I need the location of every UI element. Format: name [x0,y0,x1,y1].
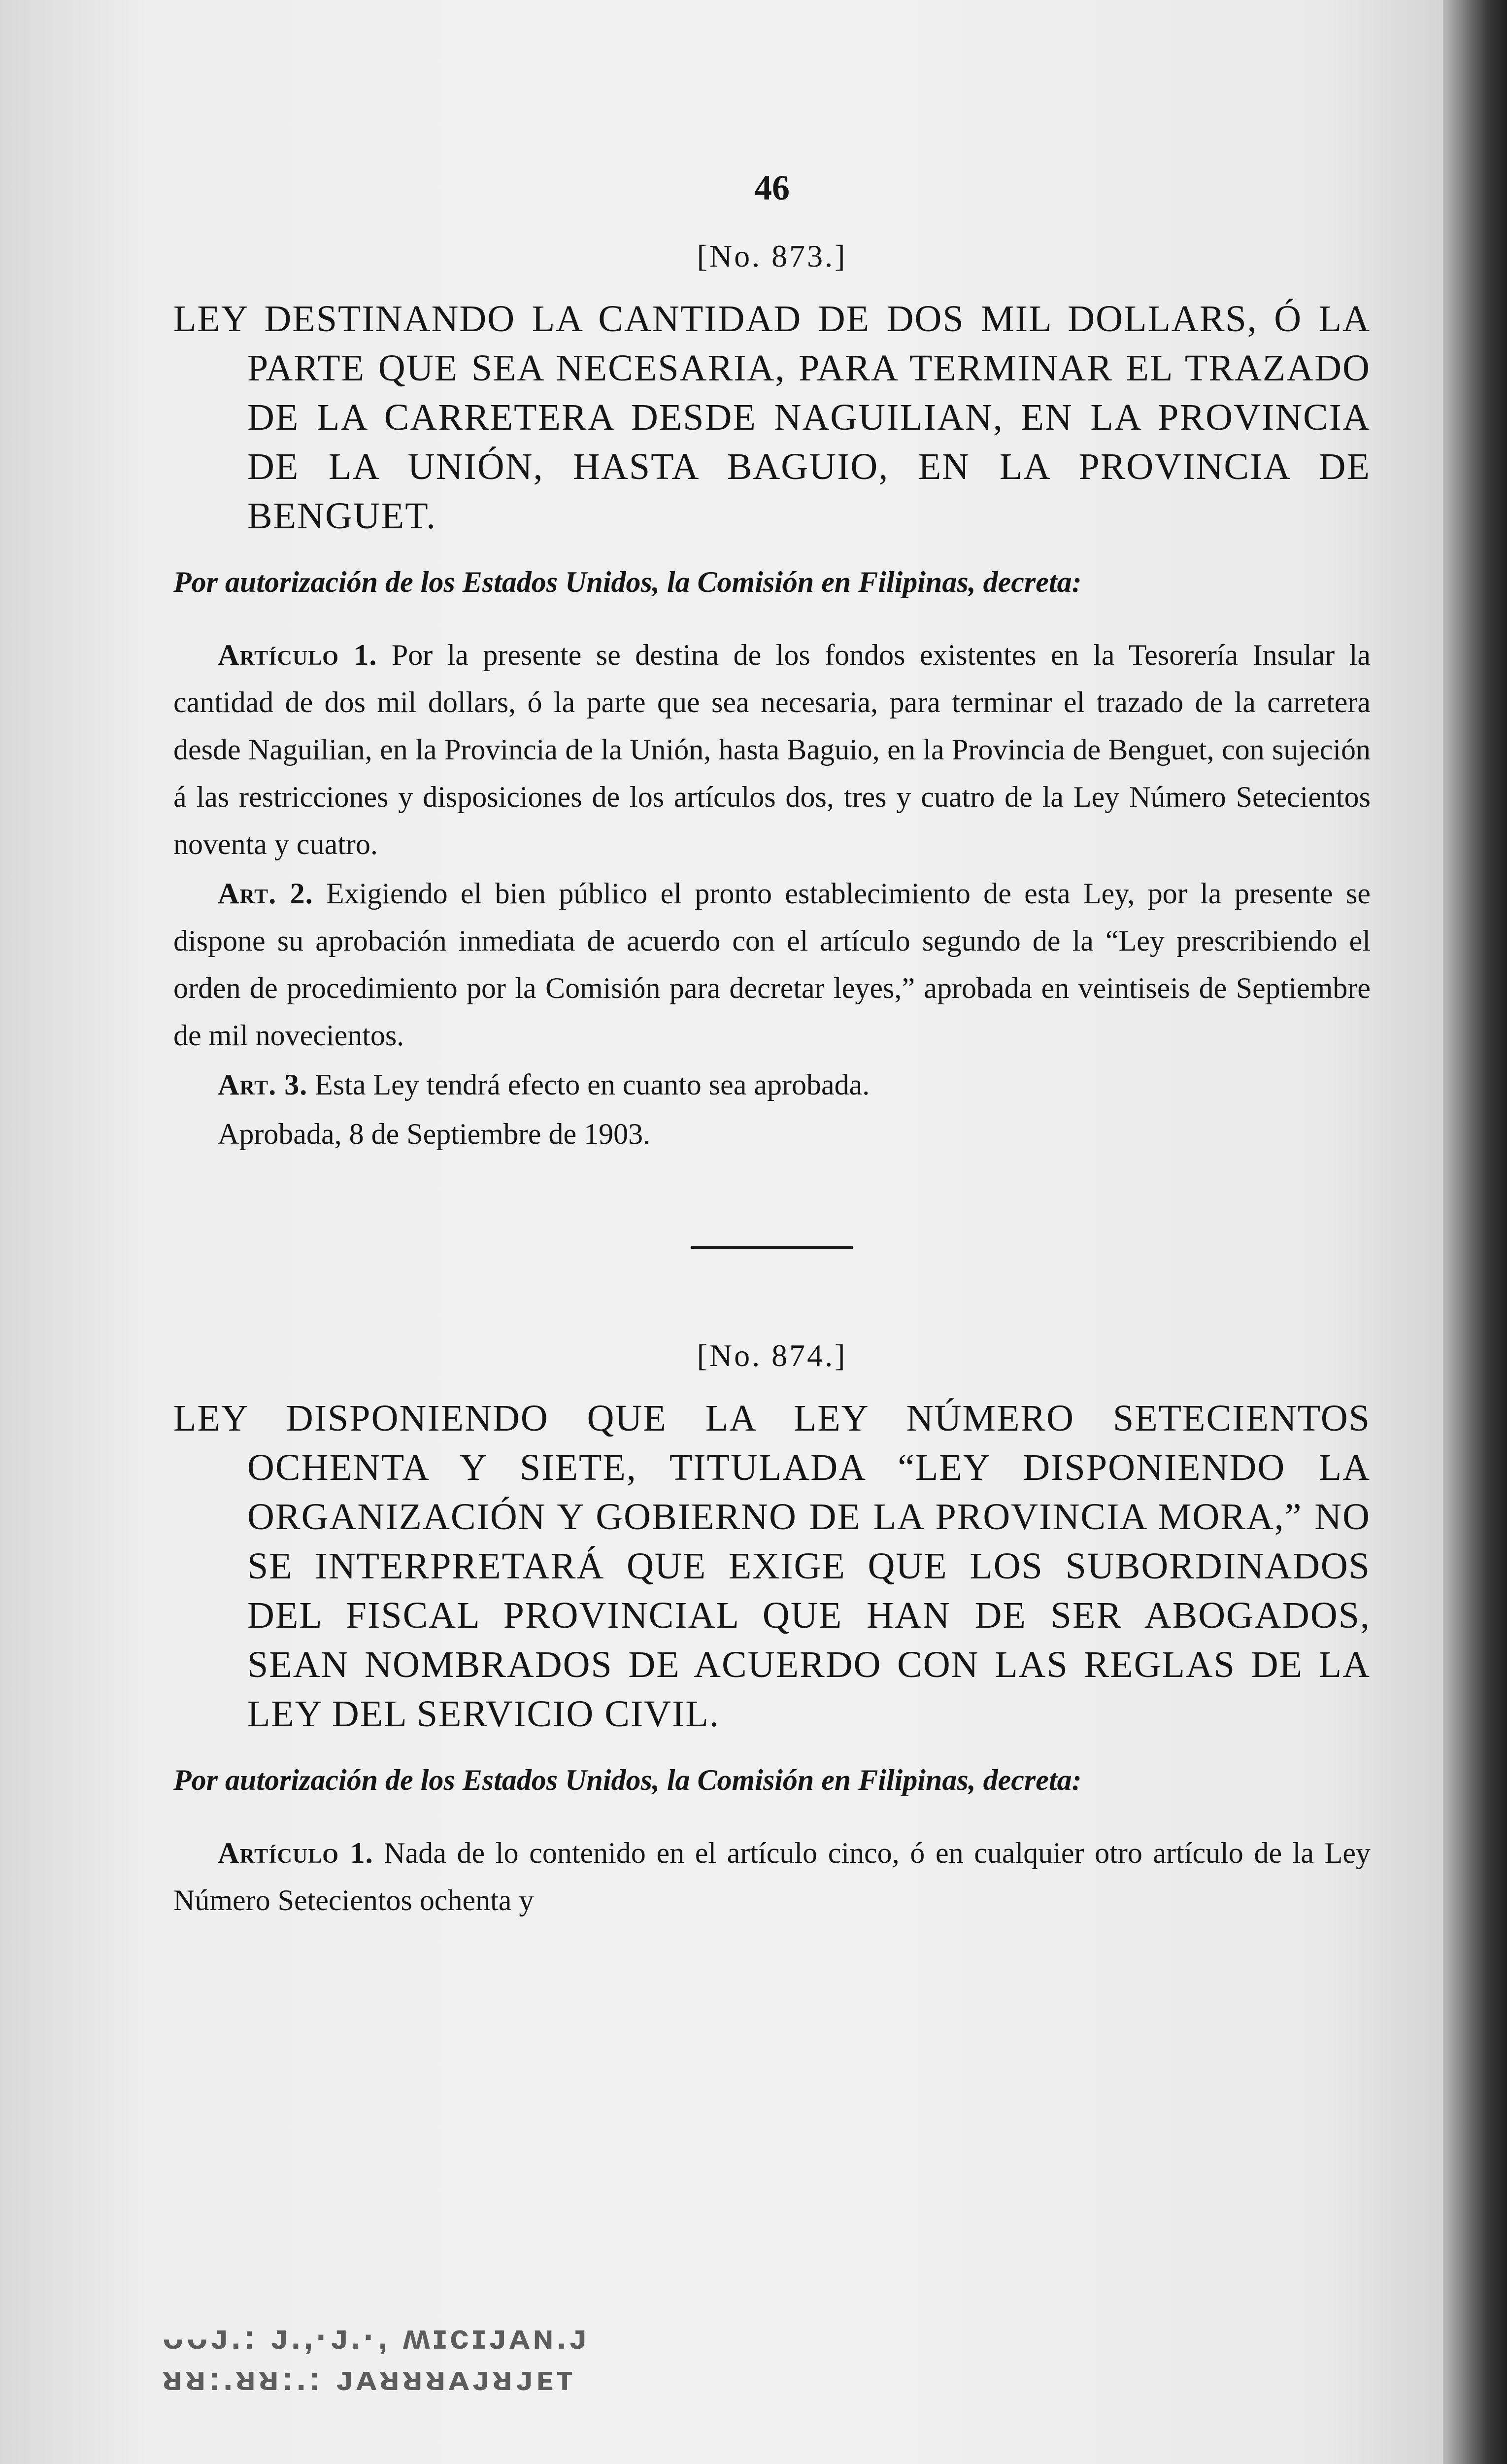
law-number: [No. 874.] [697,1338,847,1373]
article-text: Por la presente se destina de los fondos existentes en la Tesorería Insular la cantidad de dos mil dollars, ó la parte que sea necesaria, para terminar el trazado de la carretera desde Naguilian, en la Provincia de la Unión, hasta Baguio, en la Provincia de Benguet, con sujeción á las restricciones y disposiciones de los artículos dos, tres y cuatro de la Ley Número Setecientos noventa y cuatro. [173,639,1371,860]
article-1 [173,631,1371,868]
article-1 [173,1829,1371,1924]
article-3 [173,1061,1371,1108]
page-number: 46 [754,168,790,207]
law-title: LEY DESTINANDO LA CANTIDAD DE DOS MIL DOLLARS, Ó LA PARTE QUE SEA NECESARIA, PARA TERMINAR EL TRAZADO DE LA CARRETERA DESDE NAGUILIAN, EN LA PROVINCIA DE LA UNIÓN, HASTA BAGUIO, EN LA PROVINCIA DE BENGUET. [173,298,1371,537]
article-text: Esta Ley tendrá efecto en cuanto sea aprobada. [315,1068,870,1101]
law-section-874 [173,1337,1371,1924]
library-stamp [163,2316,778,2399]
stamp-line: ᴗᴗᴊ.: ᴊ.,·ᴊ.·, ʍɪᴄɪᴊᴀɴ.ᴊ [163,2318,590,2356]
article-label: Art. 3. [218,1068,308,1101]
article-label: Artículo 1. [218,639,377,671]
approval-date: Aprobada, 8 de Septiembre de 1903. [218,1118,651,1150]
book-spine-shadow [1443,0,1507,2464]
law-section-873 [173,238,1371,1158]
law-title: LEY DISPONIENDO QUE LA LEY NÚMERO SETECIENTOS OCHENTA Y SIETE, TITULADA “LEY DISPONIENDO LA ORGANIZACIÓN Y GOBIERNO DE LA PROVINCIA MORA,” NO SE INTERPRETARÁ QUE EXIGE QUE LOS SUBORDINADOS DEL FISCAL PROVINCIAL QUE HAN DE SER ABOGADOS, SEAN NOMBRADOS DE ACUERDO CON LAS REGLAS DE LA LEY DEL SERVICIO CIVIL. [173,1398,1371,1735]
article-label: Art. 2. [218,877,313,910]
article-text: Nada de lo contenido en el artículo cinco, ó en cualquier otro artículo de la Ley Número Setecientos ochenta y [173,1837,1371,1916]
article-text: Exigiendo el bien público el pronto establecimiento de esta Ley, por la presente se dispone su aprobación inmediata de acuerdo con el artículo segundo de la “Ley prescribiendo el orden de procedimiento por la Comisión para decretar leyes,” aprobada en veintiseis de Septiembre de mil novecientos. [173,877,1371,1052]
stamp-line: ᴚᴚ:.ᴚᴚ:.: ᴊᴀᴚᴚᴚᴀᴊᴚᴊᴇᴛ [163,2359,576,2397]
section-divider [691,1246,853,1249]
law-number: [No. 873.] [697,239,847,274]
enacting-clause: Por autorización de los Estados Unidos, la Comisión en Filipinas, decreta: [173,1764,1082,1796]
article-label: Artículo 1. [218,1837,373,1869]
article-2 [173,870,1371,1059]
enacting-clause: Por autorización de los Estados Unidos, la Comisión en Filipinas, decreta: [173,566,1082,598]
page-content [173,168,1371,1926]
